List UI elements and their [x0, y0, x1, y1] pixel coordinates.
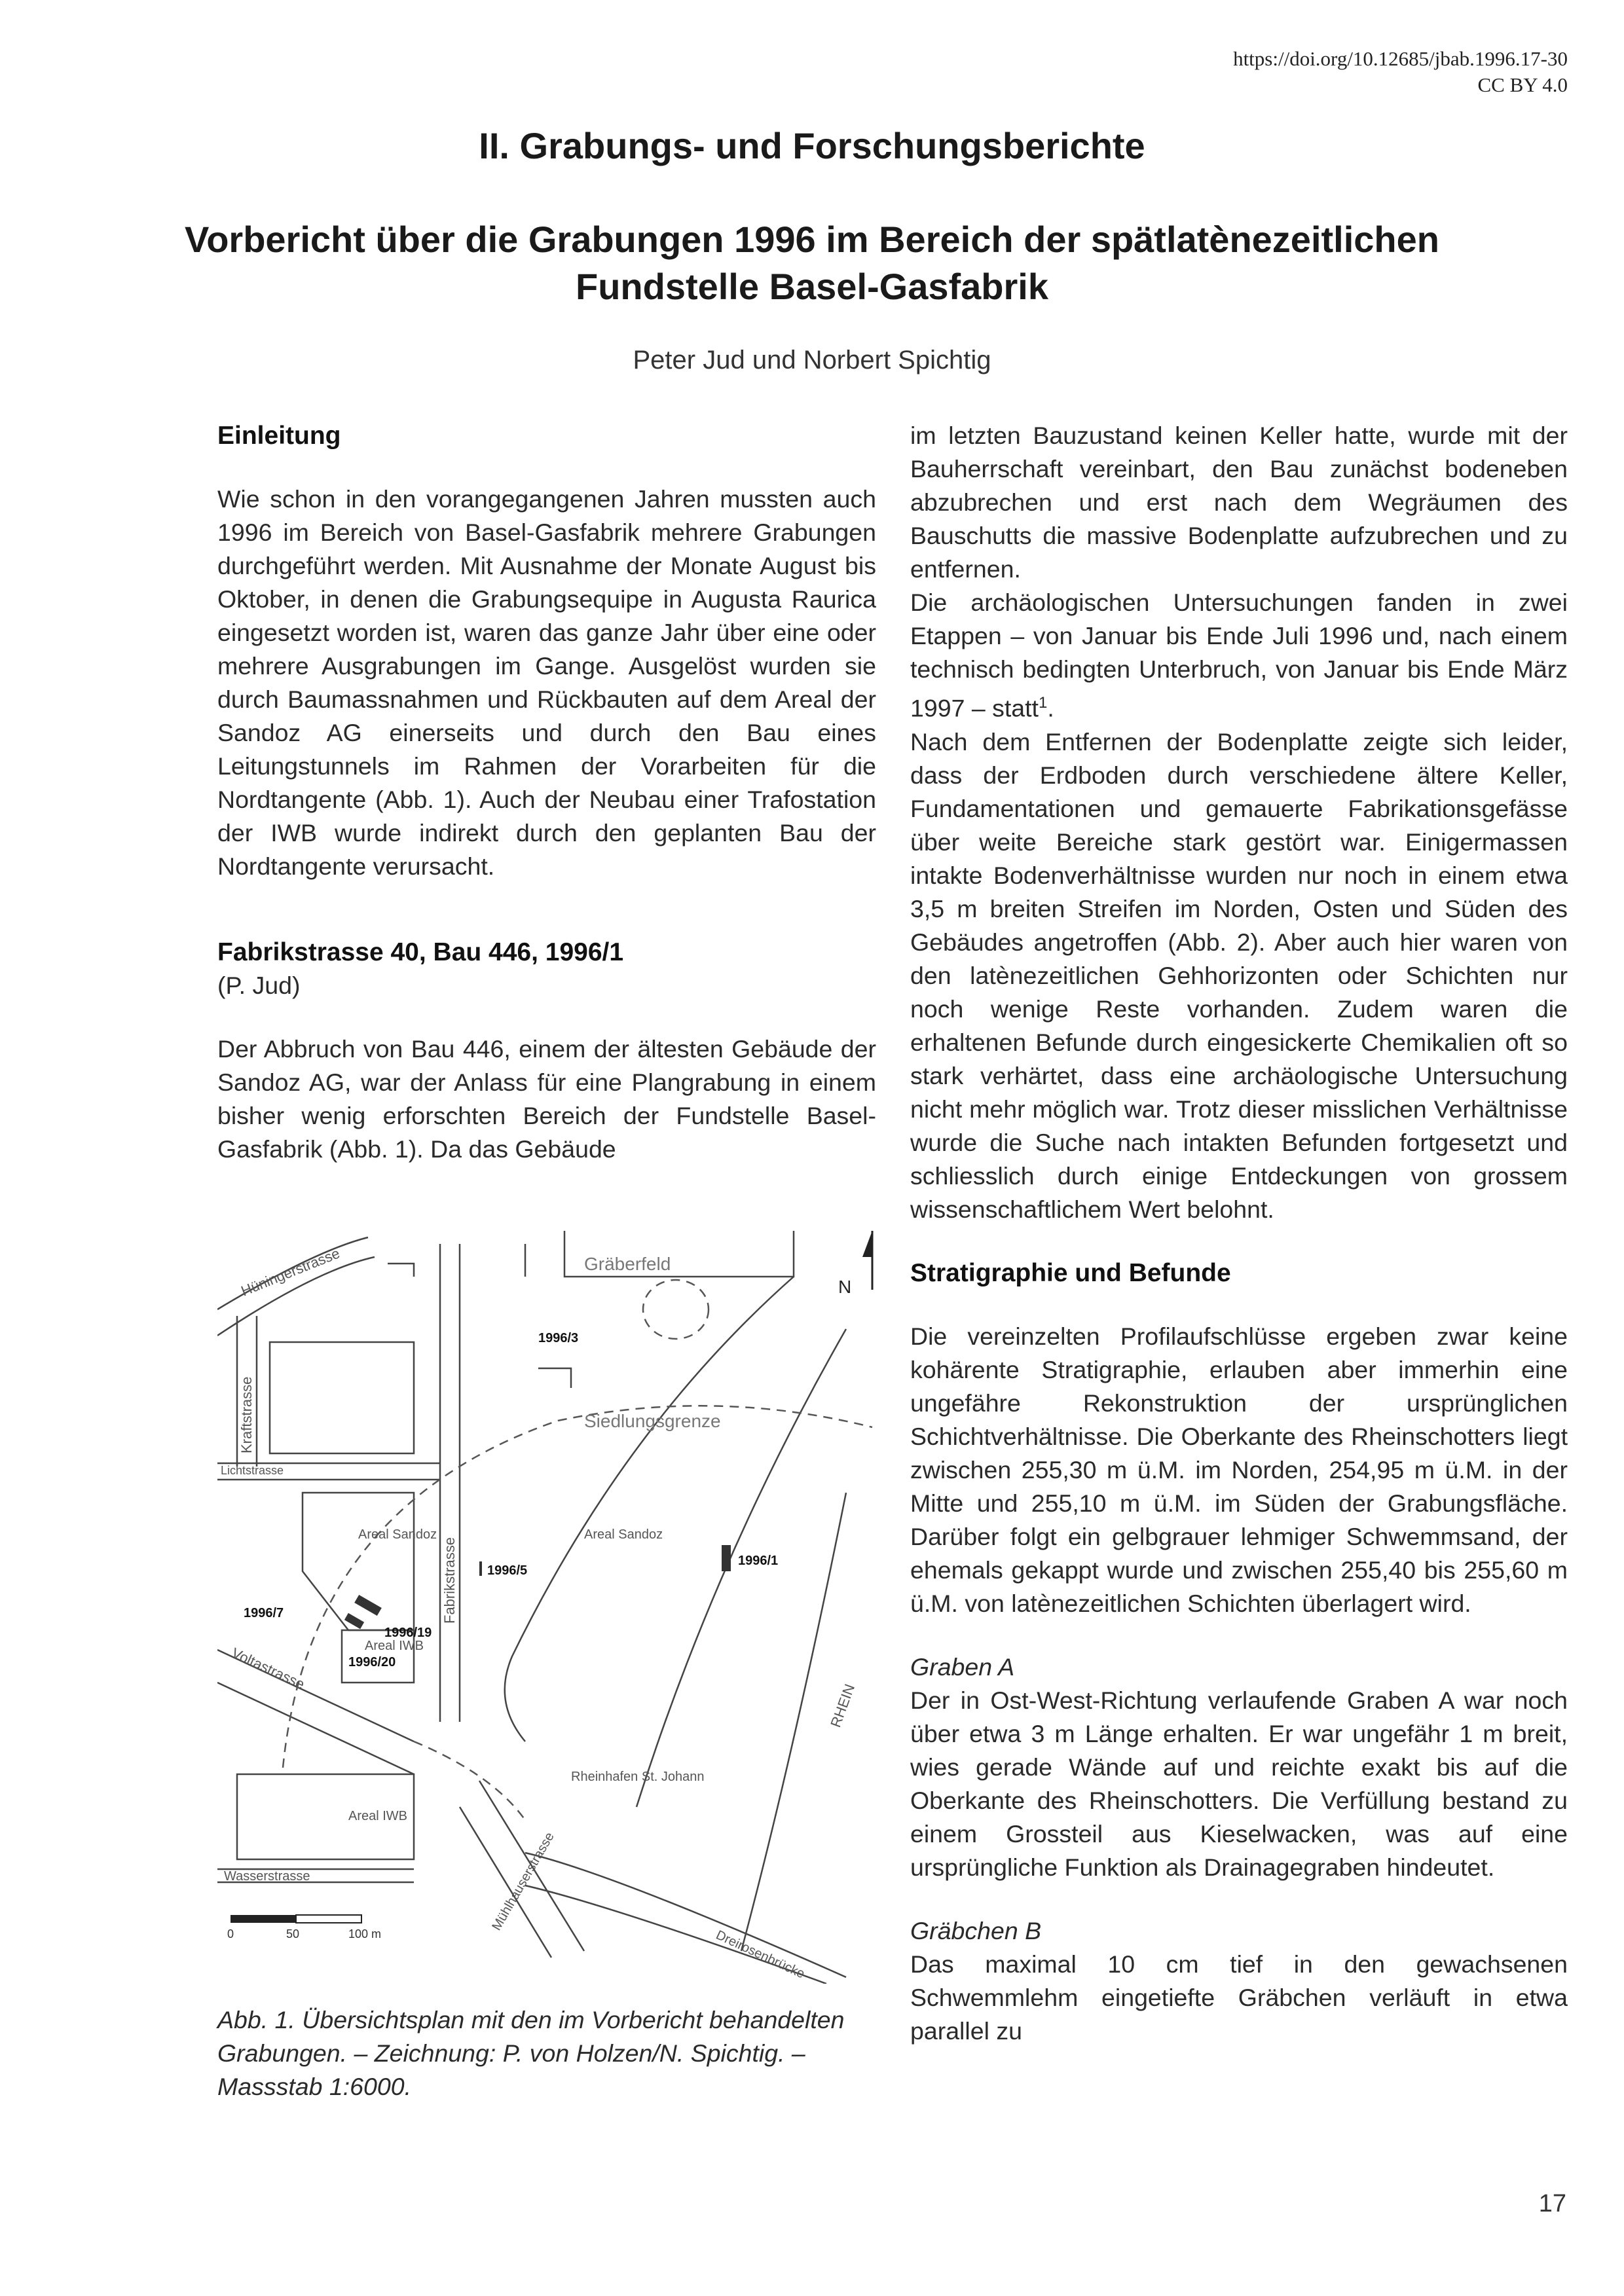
block-areal-sandoz-west [303, 1493, 414, 1630]
label-rhein: RHEIN [827, 1681, 858, 1730]
paragraph-continuation-2-end: . [1047, 694, 1054, 722]
excavation-1996-19 [354, 1595, 382, 1616]
north-arrow [862, 1231, 872, 1290]
footnote-ref-1[interactable]: 1 [1038, 694, 1048, 712]
label-graeberfeld: Gräberfeld [584, 1254, 671, 1274]
siedlungsgrenze-line [283, 1406, 872, 1768]
block-north-west [270, 1342, 414, 1453]
label-areal-iwb-north: Areal IWB [365, 1639, 424, 1653]
article-title-line-2: Fundstelle Basel-Gasfabrik [575, 266, 1048, 307]
label-1996-20: 1996/20 [348, 1655, 396, 1669]
label-hueningerstrasse: Hüningerstrasse [238, 1245, 342, 1300]
label-voltastrasse: Voltastrasse [229, 1644, 308, 1693]
figure-site-plan [217, 1231, 876, 1984]
paragraph-einleitung: Wie schon in den vorangegangenen Jahren mussten auch 1996 im Bereich von Basel-Gasfabrik mehrere Grabungen durchgeführt werden. Mit Ausnahme der Monate August bis Oktober, in denen die Grabungsequipe in Augusta Raurica eingesetzt worden ist, waren das ganze Jahr über eine oder mehrere Ausgrabungen im Gange. Ausgelöst wurden sie durch Baumassnahmen und Rückbauten auf dem Areal der Sandoz AG einerseits und durch den Bau eines Leitungstunnels im Rahmen der Vorarbeiten für die Nordtangente (Abb. 1). Auch der Neubau einer Trafostation der IWB wurde indirekt durch den geplanten Bau der Nordtangente verursacht. [217, 485, 876, 880]
authors: Peter Jud und Norbert Spichtig [633, 346, 991, 374]
site-plan-map [217, 1231, 876, 1984]
label-1996-1: 1996/1 [738, 1554, 779, 1568]
excavation-1996-5 [479, 1561, 482, 1576]
paragraph-graben-a: Der in Ost-West-Richtung verlaufende Graben A war noch über etwa 3 m Länge erhalten. Er war ungefähr 1 m breit, wies gerade Wände auf und reichte exakt bis auf die Oberkante des Rheinschotters. Die Verfüllung bestand zu einem Grossteil aus Kieselwacken, was auf eine ursprüngliche Funktion als Drainagegraben hindeutet. [910, 1686, 1568, 1881]
paragraph-stratigraphie: Die vereinzelten Profilaufschlüsse ergeben zwar keine kohärente Stratigraphie, erlauben aber immerhin eine ungefähre Rekonstruktion der ursprünglichen Schichtverhältnisse. Die Oberkante des Rheinschotters liegt zwischen 255,30 m ü.M. im Norden, 254,95 m ü.M. in der Mitte und 255,10 m ü.M. im Süden der Grabungsfläche. Darüber folgt ein gelbgrauer lehmiger Schwemmsand, der ehemals gekappt wurde und zwischen 255,40 bis 255,60 m ü.M. von latènezeitlichen Schichten überlagert wird. [910, 1322, 1568, 1617]
excavation-1996-20 [344, 1613, 364, 1629]
doi-link[interactable]: https://doi.org/10.12685/jbab.1996.17-30 [1233, 47, 1568, 70]
scale-label-0: 0 [227, 1927, 234, 1941]
paragraph-fabrikstrasse: Der Abbruch von Bau 446, einem der ältesten Gebäude der Sandoz AG, war der Anlass für eine Plangrabung in einem bisher wenig erforschten Bereich der Fundstelle Basel-Gasfabrik (Abb. 1). Da das Gebäude [217, 1035, 876, 1163]
scale-label-100: 100 m [348, 1927, 382, 1941]
scale-bar [231, 1915, 361, 1923]
label-areal-iwb-south: Areal IWB [348, 1809, 408, 1823]
label-wasserstrasse: Wasserstrasse [224, 1869, 310, 1884]
scale-label-50: 50 [286, 1927, 300, 1941]
heading-fabrikstrasse: Fabrikstrasse 40, Bau 446, 1996/1 [217, 938, 624, 966]
label-kraftstrasse: Kraftstrasse [238, 1376, 255, 1453]
label-1996-7: 1996/7 [244, 1606, 284, 1620]
label-muehlhauserstrasse: Mühlhauserstrasse [489, 1830, 557, 1933]
heading-einleitung: Einleitung [217, 422, 341, 450]
label-rheinhafen: Rheinhafen St. Johann [571, 1770, 705, 1784]
label-lichtstrasse: Lichtstrasse [221, 1464, 284, 1477]
heading-fabrikstrasse-author: (P. Jud) [217, 972, 301, 999]
section-title: II. Grabungs- und Forschungsberichte [479, 125, 1145, 166]
label-areal-sandoz-east: Areal Sandoz [584, 1527, 663, 1542]
heading-stratigraphie: Stratigraphie und Befunde [910, 1258, 1231, 1287]
left-column [217, 419, 876, 1166]
excavation-1996-1 [722, 1545, 731, 1571]
label-dreirosenbruecke: Dreirosenbrücke [713, 1927, 807, 1982]
road-muehlhauserstrasse-edge [460, 1807, 551, 1958]
label-1996-19: 1996/19 [384, 1626, 432, 1640]
line-rhine-bank [637, 1329, 846, 1807]
label-1996-3: 1996/3 [538, 1331, 579, 1345]
line-sandoz-boundary [505, 1277, 794, 1741]
paragraph-continuation-3: Nach dem Entfernen der Bodenplatte zeigte sich leider, dass der Erdboden durch verschiedene ältere Keller, Fundamentationen und gemauerte Fabrikationsgefässe über weite Bereiche stark gestört war. Einigermassen intakte Bodenverhältnisse wurden nur noch in einem etwa 3,5 m breiten Streifen im Norden, Osten und Süden des Gebäudes angetroffen (Abb. 2). Aber auch hier waren von den latènezeitlichen Gehhorizonten oder Schichten nur noch wenige Reste vorhanden. Zudem waren die erhaltenen Befunde durch eingesickerte Chemikalien oft so stark verhärtet, dass eine archäologische Untersuchung nicht mehr möglich war. Trotz dieser misslichen Verhältnisse wurde die Suche nach intakten Befunden fortgesetzt und schliesslich durch einige Entdeckungen von grossem wissenschaftlichem Wert belohnt. [910, 727, 1568, 1223]
right-column [910, 419, 1568, 2048]
article-title-line-1: Vorbericht über die Grabungen 1996 im Bereich der spätlatènezeitlichen [185, 219, 1439, 260]
marker-1996-3-frame [388, 1264, 414, 1277]
road-dreirosenbruecke [525, 1853, 846, 1977]
label-siedlungsgrenze: Siedlungsgrenze [584, 1411, 721, 1431]
paragraph-continuation-2 [910, 586, 1568, 725]
paragraph-continuation-1: im letzten Bauzustand keinen Keller hatte, wurde mit der Bauherrschaft vereinbart, den Bau zunächst bodeneben abzubrechen und erst nach dem Wegräumen des Bauschutts die massive Bodenplatte aufzubrechen und zu entfernen. [910, 422, 1568, 583]
subheading-graben-a: Graben A [910, 1652, 1015, 1681]
marker-north-frame [538, 1368, 571, 1388]
label-fabrikstrasse: Fabrikstrasse [441, 1537, 458, 1624]
label-1996-5: 1996/5 [487, 1563, 528, 1578]
label-north: N [838, 1277, 852, 1297]
paragraph-continuation-2-text: Die archäologischen Untersuchungen fanden in zwei Etappen – von Januar bis Ende Juli 1996 und, nach einem technisch bedingten Unterbruch, von Januar bis Ende März 1997 – statt [910, 589, 1568, 722]
subheading-graebchen-b: Gräbchen B [910, 1916, 1042, 1944]
license-label: CC BY 4.0 [1477, 73, 1568, 96]
article-title [131, 216, 1493, 310]
paragraph-graebchen-b: Das maximal 10 cm tief in den gewachsenen Schwemmlehm eingetiefte Gräbchen verläuft in etwa parallel zu [910, 1950, 1568, 2045]
page-number: 17 [1538, 2190, 1566, 2217]
label-areal-sandoz-west: Areal Sandoz [358, 1527, 437, 1542]
figure-caption: Abb. 1. Übersichtsplan mit den im Vorbericht behandelten Grabungen. – Zeichnung: P. von Holzen/N. Spichtig. – Massstab 1:6000. [217, 2006, 845, 2100]
graeberfeld-outline [643, 1280, 709, 1339]
doi-block [1233, 46, 1568, 98]
road-connector-dashed [414, 1741, 525, 1820]
